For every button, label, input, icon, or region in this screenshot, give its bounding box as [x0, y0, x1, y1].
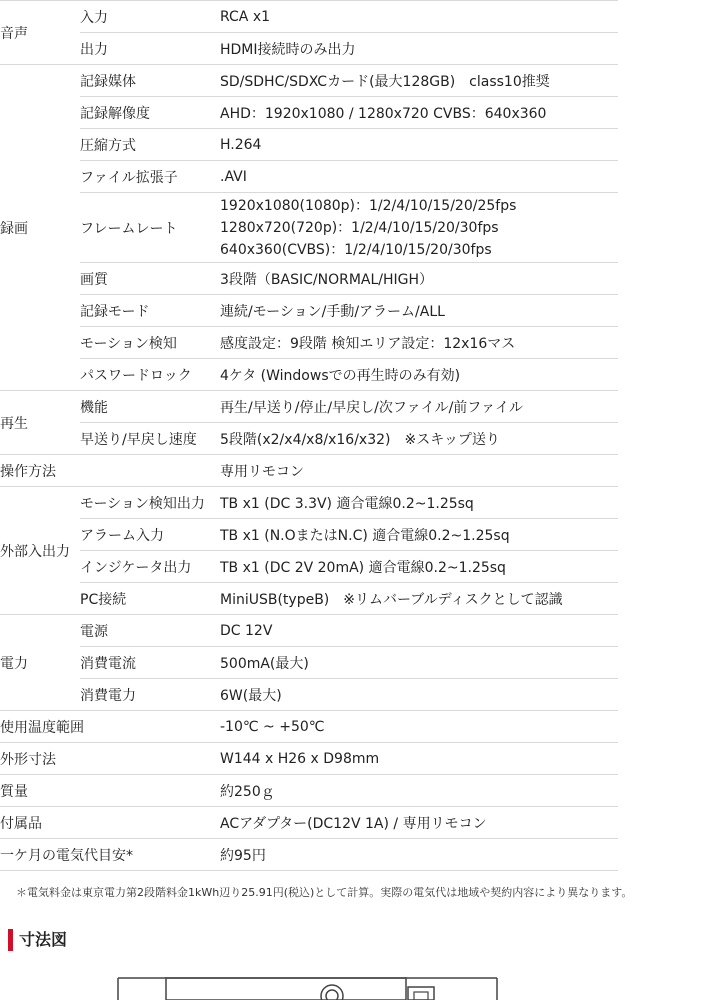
value-cell: RCA x1: [220, 1, 618, 33]
spec-row: [0, 839, 618, 871]
value-cell: TB x1 (DC 3.3V) 適合電線0.2~1.25sq: [220, 487, 618, 519]
spec-row: [0, 775, 618, 807]
spec-row: [0, 519, 618, 551]
category-cell: 再生: [0, 391, 80, 455]
spec-row: [0, 193, 618, 263]
spec-row: [0, 679, 618, 711]
subcategory-cell: 電源: [80, 615, 220, 647]
spec-row: [0, 295, 618, 327]
spec-row: [0, 647, 618, 679]
subcategory-cell: フレームレート: [80, 193, 220, 263]
category-cell: 付属品: [0, 807, 220, 839]
value-cell: AHD：1920x1080 / 1280x720 CVBS：640x360: [220, 97, 618, 129]
value-cell: ACアダプター(DC12V 1A) / 専用リモコン: [220, 807, 618, 839]
spec-row: [0, 1, 618, 33]
value-cell: -10℃ ~ +50℃: [220, 711, 618, 743]
spec-row: [0, 129, 618, 161]
subcategory-cell: 入力: [80, 1, 220, 33]
spec-row: [0, 97, 618, 129]
value-cell: 専用リモコン: [220, 455, 618, 487]
spec-row: [0, 551, 618, 583]
value-cell: 3段階（BASIC/NORMAL/HIGH）: [220, 263, 618, 295]
spec-row: [0, 327, 618, 359]
subcategory-cell: 圧縮方式: [80, 129, 220, 161]
value-cell: 感度設定：9段階 検知エリア設定：12x16マス: [220, 327, 618, 359]
spec-row: [0, 711, 618, 743]
category-cell: 録画: [0, 65, 80, 391]
category-cell: 外部入出力: [0, 487, 80, 615]
value-cell: MiniUSB(typeB) ※リムバーブルディスクとして認識: [220, 583, 618, 615]
spec-row: [0, 743, 618, 775]
value-cell: W144 x H26 x D98mm: [220, 743, 618, 775]
subcategory-cell: アラーム入力: [80, 519, 220, 551]
spec-row: [0, 161, 618, 193]
subcategory-cell: 消費電力: [80, 679, 220, 711]
value-line: 640x360(CVBS)：1/2/4/10/15/20/30fps: [220, 241, 492, 258]
value-cell: 再生/早送り/停止/早戻し/次ファイル/前ファイル: [220, 391, 618, 423]
value-cell: 約95円: [220, 839, 618, 871]
spec-row: [0, 65, 618, 97]
value-cell: TB x1 (N.OまたはN.C) 適合電線0.2~1.25sq: [220, 519, 618, 551]
spec-row: [0, 583, 618, 615]
section-title: 寸法図: [8, 929, 67, 951]
value-line: 1280x720(720p)：1/2/4/10/15/20/30fps: [220, 219, 499, 236]
value-cell: [220, 193, 618, 263]
subcategory-cell: 消費電流: [80, 647, 220, 679]
subcategory-cell: モーション検知出力: [80, 487, 220, 519]
value-cell: 6W(最大): [220, 679, 618, 711]
subcategory-cell: 記録モード: [80, 295, 220, 327]
spec-row: [0, 487, 618, 519]
spec-row: [0, 263, 618, 295]
category-cell: 音声: [0, 1, 80, 65]
category-cell: 外形寸法: [0, 743, 220, 775]
spec-row: [0, 615, 618, 647]
value-cell: DC 12V: [220, 615, 618, 647]
value-cell: 5段階(x2/x4/x8/x16/x32) ※スキップ送り: [220, 423, 618, 455]
subcategory-cell: 早送り/早戻し速度: [80, 423, 220, 455]
category-cell: 一ケ月の電気代目安*: [0, 839, 220, 871]
value-cell: HDMI接続時のみ出力: [220, 33, 618, 65]
spec-row: [0, 423, 618, 455]
spec-row: [0, 33, 618, 65]
footnote: ＊電気料金は東京電力第2段階料金1kWh辺り25.91円(税込)として計算。実際の電気代は地域や契約内容により異なります。: [16, 886, 633, 899]
subcategory-cell: 機能: [80, 391, 220, 423]
subcategory-cell: 出力: [80, 33, 220, 65]
value-line: 1920x1080(1080p)：1/2/4/10/15/20/25fps: [220, 197, 517, 214]
category-cell: 電力: [0, 615, 80, 711]
category-cell: 使用温度範囲: [0, 711, 220, 743]
value-cell: 連続/モーション/手動/アラーム/ALL: [220, 295, 618, 327]
subcategory-cell: 記録解像度: [80, 97, 220, 129]
value-cell: 4ケタ (Windowsでの再生時のみ有効): [220, 359, 618, 391]
value-cell: .AVI: [220, 161, 618, 193]
subcategory-cell: 記録媒体: [80, 65, 220, 97]
category-cell: 操作方法: [0, 455, 220, 487]
value-cell: TB x1 (DC 2V 20mA) 適合電線0.2~1.25sq: [220, 551, 618, 583]
subcategory-cell: パスワードロック: [80, 359, 220, 391]
category-cell: 質量: [0, 775, 220, 807]
value-cell: H.264: [220, 129, 618, 161]
spec-row: [0, 807, 618, 839]
spec-row: [0, 455, 618, 487]
dimension-drawing: [0, 970, 720, 1000]
value-cell: 500mA(最大): [220, 647, 618, 679]
spec-row: [0, 391, 618, 423]
subcategory-cell: 画質: [80, 263, 220, 295]
value-cell: 約250ｇ: [220, 775, 618, 807]
subcategory-cell: ファイル拡張子: [80, 161, 220, 193]
subcategory-cell: インジケータ出力: [80, 551, 220, 583]
value-cell: SD/SDHC/SDXCカード(最大128GB) class10推奨: [220, 65, 618, 97]
subcategory-cell: モーション検知: [80, 327, 220, 359]
subcategory-cell: PC接続: [80, 583, 220, 615]
spec-row: [0, 359, 618, 391]
